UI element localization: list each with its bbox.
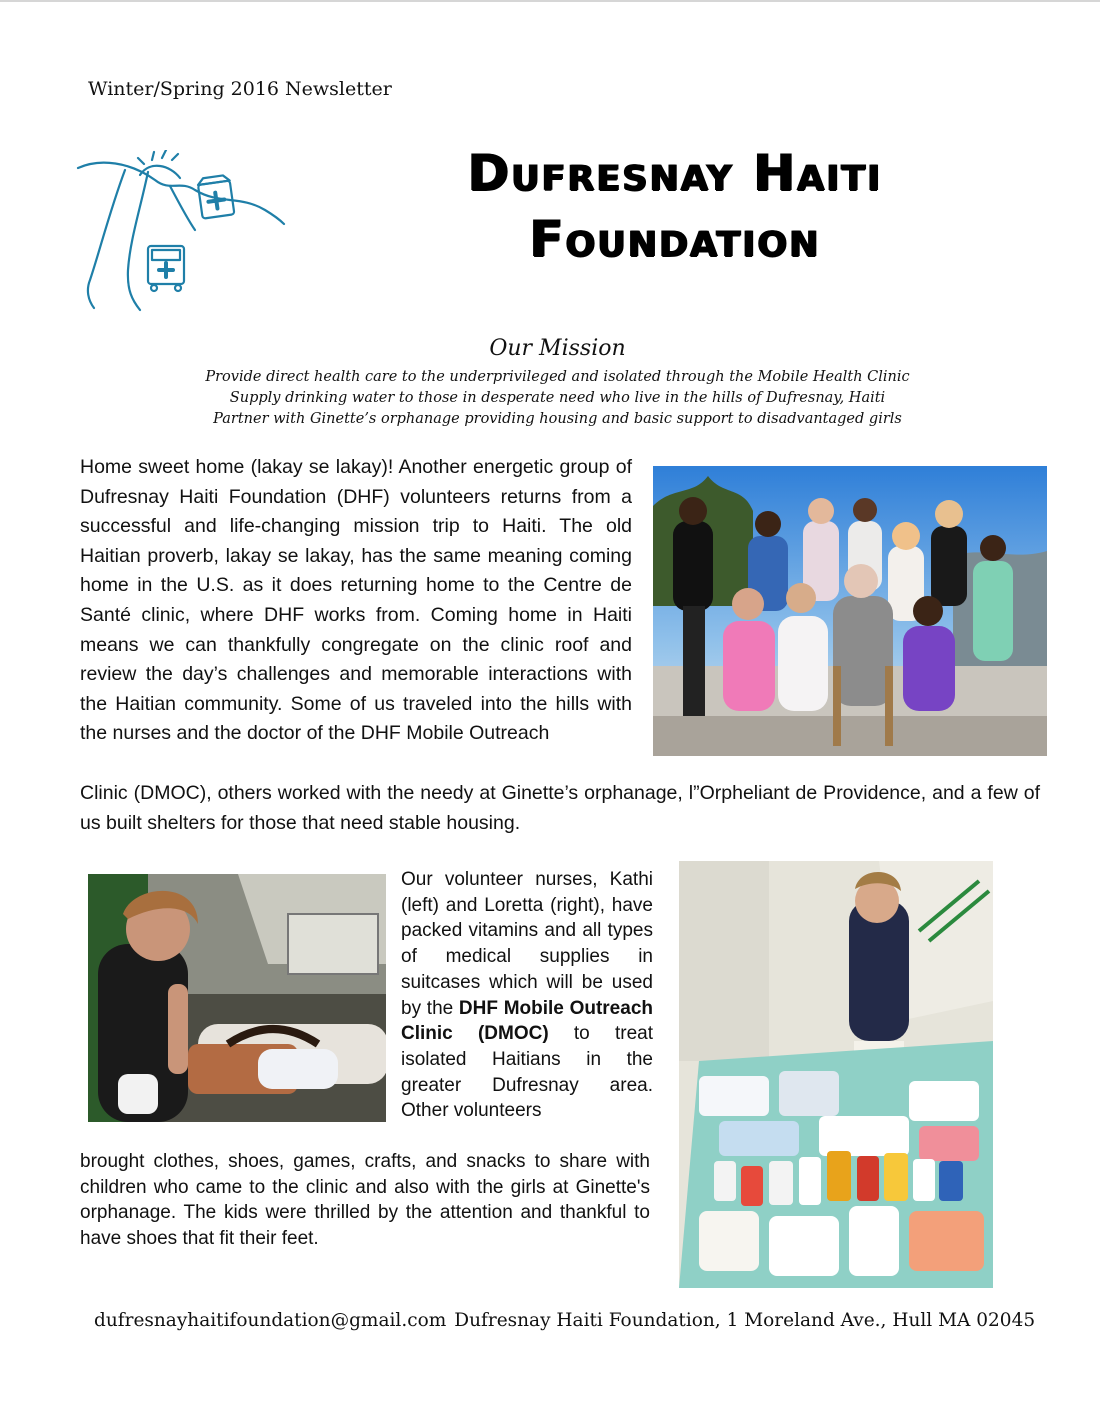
foundation-title: Dufresnay Haiti Foundation [467, 144, 883, 268]
article-paragraph-2 [401, 867, 653, 1124]
footer-email[interactable]: dufresnayhaitifoundation@gmail.com [94, 1310, 447, 1331]
mission-line: Provide direct health care to the underprivileged and isolated through the Mobile Health Clinic [205, 369, 910, 385]
medical-supplies-photo [679, 861, 993, 1288]
mission-section [150, 336, 965, 430]
foundation-logo [70, 150, 290, 315]
dmoc-emphasis: DHF Mobile Outreach Clinic (DMOC) [401, 997, 653, 1045]
nurse-patient-photo [88, 874, 386, 1122]
article-paragraph-2-continued: brought clothes, shoes, games, crafts, and snacks to share with children who came to the clinic and also with the girls at Ginette's orphanage. The kids were thrilled by the attention and thankful to have shoes that fit their feet. [80, 1151, 650, 1250]
volunteers-group-photo [653, 466, 1047, 756]
top-border [0, 0, 1100, 2]
newsletter-issue: Winter/Spring 2016 Newsletter [88, 78, 392, 100]
mission-line: Supply drinking water to those in desperate need who live in the hills of Dufresnay, Haiti [229, 390, 886, 406]
mission-heading: Our Mission [489, 336, 626, 361]
footer [94, 1310, 1043, 1331]
article-paragraph-1: Home sweet home (lakay se lakay)! Another energetic group of Dufresnay Haiti Foundation (DHF) volunteers returns from a successful and life-changing mission trip to Haiti. The old Haitian proverb, lakay se lakay, has the same meaning coming home in the U.S. as it does returning home to the Centre de Santé clinic, where DHF works from. Coming home in Haiti means we can thankfully congregate on the clinic roof and review the day’s challenges and memorable interactions with the Haitian community. Some of us traveled into the hills with the nurses and the doctor of the DHF Mobile Outreach [80, 456, 632, 745]
paragraph-2-text: to treat isolated Haitians in the greater Dufresnay area. Other volunteers [401, 1023, 653, 1122]
article-paragraph-1-continued: Clinic (DMOC), others worked with the needy at Ginette’s orphanage, l”Orpheliant de Providence, and a few of us built shelters for those that need stable housing. [80, 782, 1040, 834]
paragraph-2-text: Our volunteer nurses, Kathi (left) and Loretta (right), have packed vitamins and all types of medical supplies in suitcases which will be used by the [401, 869, 653, 1019]
footer-address: Dufresnay Haiti Foundation, 1 Moreland Ave., Hull MA 02045 [454, 1310, 1036, 1331]
mission-line: Partner with Ginette’s orphanage providing housing and basic support to disadvantaged girls [213, 411, 902, 427]
